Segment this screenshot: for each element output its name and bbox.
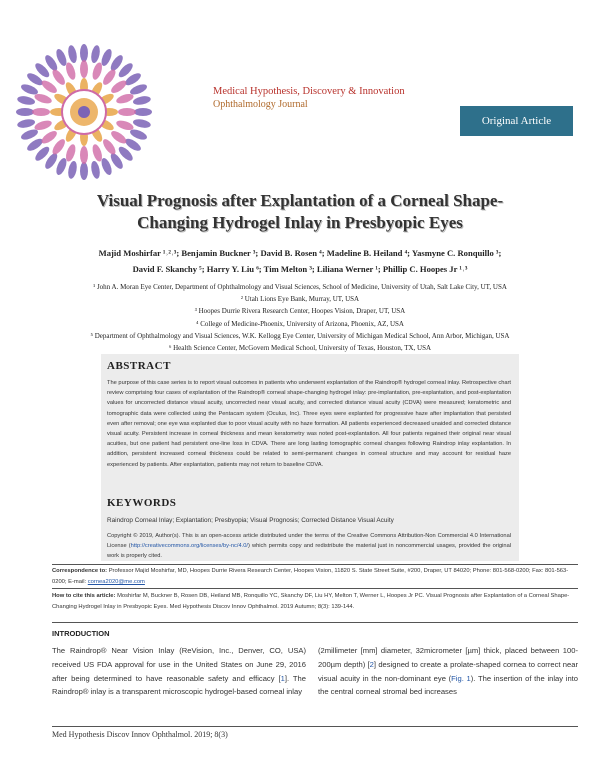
page-footer: Med Hypothesis Discov Innov Ophthalmol. 2019; 8(3) [52,730,228,739]
authors-line-2: David F. Skanchy ⁵; Harry Y. Liu ⁶; Tim Melton ³; Liliana Werner ¹; Phillip C. Hoopes Jr ¹˒³ [132,264,468,274]
logo-petal [80,162,88,180]
journal-logo [12,40,156,184]
journal-name: Medical Hypothesis, Discovery & Innovation [213,86,405,97]
divider [52,622,578,623]
keywords-heading: KEYWORDS [107,497,177,509]
email-link[interactable]: cornea2020@me.com [87,578,145,585]
logo-petal [90,160,101,179]
logo-petal [80,146,88,164]
body-text: (2millimeter [mm] diameter, 32micrometer [µm] thick, placed between 100-200µm depth) [ [318,646,578,669]
body-text: ] designed to create a prolate-shaped cornea to correct near visual acuity in the non-dominant eye ( [318,659,578,683]
journal-heading [213,85,473,111]
citation-text: Moshirfar M, Buckner B, Rosen DB, Heiland MB, Ronquillo YC, Skanchy DF, Liu HY, Melton T, Werner L, Hoopes Jr PC. Visual Prognosis after Explantation of a Corneal Shape-Changing Hydrogel Inlay in Presbyopic Eyes. Med Hypothesis Discov Innov Ophthalmol. 2019 Autumn; 8(3): 139-144. [52,593,570,610]
title-line-2: Changing Hydrogel Inlay in Presbyopic Eyes [137,213,463,232]
affiliation: ³ Hoopes Durrie Rivera Research Center, Hoopes Vision, Draper, UT, USA [194,307,406,316]
logo-petal [40,78,59,95]
logo-petal [132,118,151,129]
logo-petal [32,108,50,116]
paper-title [70,190,530,234]
affiliation: ² Utah Lions Eye Bank, Murray, UT, USA [240,295,360,304]
citation-label: How to cite this article: [52,593,116,599]
divider [52,564,578,565]
correspondence [52,566,578,587]
copyright-notice [107,531,511,561]
logo-petal [50,137,67,156]
divider [52,588,578,589]
correspondence-label: Correspondence to: [52,568,108,574]
affiliation: ⁶ Health Science Center, McGovern Medical School, University of Texas, Houston, TX, USA [168,344,432,353]
logo-core [78,106,90,118]
logo-petal [109,129,128,146]
reference-link[interactable]: 2 [369,659,374,669]
body-text: ). The insertion of the inlay into the central corneal stromal bed increases [318,673,579,697]
copyright-text: Copyright © 2019, Author(s). This is an open-access article distributed under the terms of the Creative Commons Attribution-Non Commercial 4.0 International License ( [107,533,511,549]
abstract-text: The purpose of this case series is to report visual outcomes in patients who underwent explantation of the Raindrop® hydrogel corneal inlay. Retrospective chart review comprising four cases of explantation of the Raindrop® corneal shape-changing hydrogel inlay: pre-implantation, pre-explantation, and post-explantation values for uncorrected distance visual acuity, uncorrected near visual acuity, and corrected distance visual acuity (CDVA) were measured; keratometric and tomographic data were collected using the Pentacam system (Oculus, Inc). Three eyes were explanted for progressive haze after implantation that persisted even after removal; one eye was explanted due to poor visual acuity with no haze formation. All patients experienced decreased unaided and corrected distance visual acuity. Persistent increase in corneal thickness and mean keratometry was noted post-explantation. All four patients regained their original near visual acuities, but one patient had persistent one-line loss in CDVA. There are long lasting tomographic corneal changes following Raindrop inlay explantation. In addition, persistent increased corneal thickness could be related to semi-permanent changes in corneal structure and may account for residual haze experienced by patients. After explantation, patients may not return to baseline CDVA. [107,380,511,468]
logo-petal [109,78,128,95]
logo-petal [101,68,118,87]
author-list [20,245,580,277]
logo-petal [101,137,118,156]
reference-link[interactable]: 1 [280,673,285,683]
logo-petal [16,108,34,116]
figure-link[interactable]: Fig. 1 [451,673,471,683]
body-text: The Raindrop® Near Vision Inlay (ReVision, Inc., Denver, CO, USA) received US FDA approval for use in the United States on June 29, 2016 after being determined to have reasonable safety and efficacy [ [52,646,306,683]
correspondence-text: Professor Majid Moshirfar, MD, Hoopes Durrie Rivera Research Center, Hoopes Vision, 11820 S. State Street Suite, #200, Draper, UT 84020; Phone: 801-568-0200; Fax: 801-563-0200; E-mail: [52,568,569,585]
article-type-badge: Original Article [460,106,573,136]
logo-petal [80,44,88,62]
logo-petal [80,60,88,78]
citation [52,591,578,612]
affiliation: ⁵ Department of Ophthalmology and Visual Sciences, W.K. Kellogg Eye Center, University of Michigan Medical School, Ann Arbor, Michigan, USA [90,331,510,340]
logo-petal [118,108,136,116]
keywords-text: Raindrop Corneal Inlay; Explantation; Presbyopia; Visual Prognosis; Corrected Distance Visual Acuity [107,517,394,524]
logo-petal [50,68,67,87]
logo-petal [40,129,59,146]
logo-petal [134,108,152,116]
logo-petal [67,45,78,64]
logo-petal [17,118,36,129]
intro-column-right [318,644,578,699]
introduction-heading: INTRODUCTION [52,629,110,638]
affiliations [10,281,590,354]
affiliation: ¹ John A. Moran Eye Center, Department of Ophthalmology and Visual Sciences, School of Medicine, University of Utah, Salt Lake City, UT, USA [93,283,507,291]
copyright-text-end: ) which permits copy and redistribute the material just in noncommercial usages, provided the original work is properly cited. [107,543,512,559]
body-text: ]. The Raindrop® inlay is a transparent microscopic hydrogel-based corneal inlay [52,673,306,697]
license-link[interactable]: http://creativecommons.org/licenses/by-nc/4.0/ [130,543,248,549]
intro-column-left [52,644,306,699]
abstract-heading: ABSTRACT [107,360,171,372]
title-line-1: Visual Prognosis after Explantation of a Corneal Shape- [96,191,504,210]
logo-petal [17,95,36,106]
logo-petal [132,95,151,106]
authors-line-1: Majid Moshirfar ¹˒²˒³; Benjamin Buckner ³; David B. Rosen ⁴; Madeline B. Heiland ⁴; Yasmyne C. Ronquillo ³; [98,248,502,258]
affiliation: ⁴ College of Medicine-Phoenix, University of Arizona, Phoenix, AZ, USA [196,319,404,328]
journal-subtitle: Ophthalmology Journal [213,99,308,110]
footer-divider [52,726,578,727]
logo-petal [67,160,78,179]
logo-petal [90,45,101,64]
